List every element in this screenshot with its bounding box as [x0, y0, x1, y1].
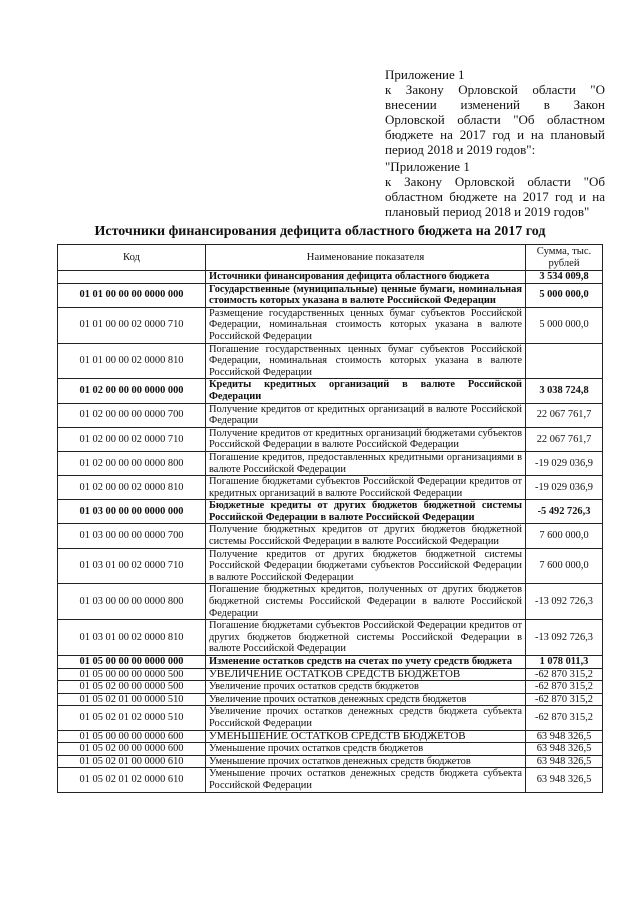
cell-name: Изменение остатков средств на счетах по учету средств бюджета: [206, 656, 526, 669]
cell-name: Получение бюджетных кредитов от других бюджетов бюджетной системы Российской Федерации в валюте Российской Федерации: [206, 524, 526, 548]
cell-name: Получение кредитов от других бюджетов бюджетной системы Российской Федерации бюджетами субъектов Российской Федерации в валюте Российской Федерации: [206, 548, 526, 584]
cell-sum: -5 492 726,3: [526, 500, 603, 524]
cell-code: 01 02 00 00 00 0000 800: [58, 451, 206, 475]
table-row: [58, 548, 603, 584]
table-row: [58, 343, 603, 379]
cell-name: УВЕЛИЧЕНИЕ ОСТАТКОВ СРЕДСТВ БЮДЖЕТОВ: [206, 668, 526, 681]
cell-code: [58, 271, 206, 284]
cell-name: Погашение кредитов, предоставленных кредитными организациями в валюте Российской Федерации: [206, 451, 526, 475]
cell-name: Увеличение прочих остатков денежных средств бюджета субъекта Российской Федерации: [206, 706, 526, 730]
table-row: [58, 584, 603, 620]
cell-sum: -19 029 036,9: [526, 451, 603, 475]
table-row: [58, 283, 603, 307]
cell-sum: 1 078 011,3: [526, 656, 603, 669]
table-row: [58, 706, 603, 730]
cell-sum: [526, 343, 603, 379]
appendix-original: [385, 159, 605, 219]
table-header-row: [58, 245, 603, 271]
cell-name: Погашение государственных ценных бумаг субъектов Российской Федерации, номинальная стоимость которых указана в валюте Российской Федерации: [206, 343, 526, 379]
cell-sum: 5 000 000,0: [526, 307, 603, 343]
cell-code: 01 03 00 00 00 0000 700: [58, 524, 206, 548]
cell-code: 01 05 02 00 00 0000 500: [58, 681, 206, 694]
cell-code: 01 03 00 00 00 0000 000: [58, 500, 206, 524]
cell-code: 01 05 02 01 00 0000 610: [58, 755, 206, 768]
cell-name: Бюджетные кредиты от других бюджетов бюджетной системы Российской Федерации в валюте Российской Федерации: [206, 500, 526, 524]
table-row: [58, 755, 603, 768]
cell-sum: 7 600 000,0: [526, 548, 603, 584]
cell-name: УМЕНЬШЕНИЕ ОСТАТКОВ СРЕДСТВ БЮДЖЕТОВ: [206, 730, 526, 743]
cell-sum: -13 092 726,3: [526, 584, 603, 620]
cell-name: Уменьшение прочих остатков средств бюджетов: [206, 743, 526, 756]
table-row: [58, 307, 603, 343]
table-row: [58, 403, 603, 427]
table-row: [58, 427, 603, 451]
table-row: [58, 379, 603, 403]
cell-sum: -62 870 315,2: [526, 706, 603, 730]
cell-name: Кредиты кредитных организаций в валюте Российской Федерации: [206, 379, 526, 403]
table-row: [58, 524, 603, 548]
cell-code: 01 02 00 00 00 0000 700: [58, 403, 206, 427]
table-row: [58, 451, 603, 475]
cell-name: Погашение бюджетных кредитов, полученных от других бюджетов бюджетной системы Российской Федерации в валюте Российской Федерации: [206, 584, 526, 620]
document-title: Источники финансирования дефицита областного бюджета на 2017 год: [94, 224, 546, 239]
cell-sum: -62 870 315,2: [526, 668, 603, 681]
cell-name: Погашение бюджетами субъектов Российской Федерации кредитов от других бюджетов бюджетной системы Российской Федерации в валюте Российской Федерации: [206, 620, 526, 656]
cell-sum: -19 029 036,9: [526, 476, 603, 500]
cell-sum: 3 534 009,8: [526, 271, 603, 284]
table-row: [58, 476, 603, 500]
cell-name: Увеличение прочих остатков средств бюджетов: [206, 681, 526, 694]
table-row: [58, 271, 603, 284]
table-row: [58, 743, 603, 756]
cell-sum: 63 948 326,5: [526, 755, 603, 768]
table-row: [58, 620, 603, 656]
header-sum: Сумма, тыс. рублей: [526, 245, 603, 271]
cell-name: Получение кредитов от кредитных организаций в валюте Российской Федерации: [206, 403, 526, 427]
table-body: [58, 271, 603, 793]
cell-name: Государственные (муниципальные) ценные бумаги, номинальная стоимость которых указана в валюте Российской Федерации: [206, 283, 526, 307]
cell-code: 01 05 02 01 02 0000 610: [58, 768, 206, 792]
table-row: [58, 668, 603, 681]
cell-code: 01 05 02 01 00 0000 510: [58, 693, 206, 706]
cell-name: Уменьшение прочих остатков денежных средств бюджетов: [206, 755, 526, 768]
cell-sum: 3 038 724,8: [526, 379, 603, 403]
cell-sum: 7 600 000,0: [526, 524, 603, 548]
header-code: Код: [58, 245, 206, 271]
table-row: [58, 768, 603, 792]
cell-code: 01 03 01 00 02 0000 710: [58, 548, 206, 584]
financing-sources-table: [57, 244, 603, 793]
cell-name: Источники финансирования дефицита областного бюджета: [206, 271, 526, 284]
cell-code: 01 05 00 00 00 0000 600: [58, 730, 206, 743]
cell-sum: 22 067 761,7: [526, 403, 603, 427]
table-row: [58, 730, 603, 743]
header-name: Наименование показателя: [206, 245, 526, 271]
cell-name: Получение кредитов от кредитных организаций бюджетами субъектов Российской Федерации в валюте Российской Федерации: [206, 427, 526, 451]
cell-sum: 63 948 326,5: [526, 743, 603, 756]
cell-sum: 22 067 761,7: [526, 427, 603, 451]
table-row: [58, 500, 603, 524]
cell-code: 01 02 00 00 00 0000 000: [58, 379, 206, 403]
cell-name: Погашение бюджетами субъектов Российской Федерации кредитов от кредитных организаций в валюте Российской Федерации: [206, 476, 526, 500]
cell-code: 01 05 02 01 02 0000 510: [58, 706, 206, 730]
cell-code: 01 03 00 00 00 0000 800: [58, 584, 206, 620]
cell-sum: -62 870 315,2: [526, 681, 603, 694]
table-row: [58, 693, 603, 706]
cell-name: Увеличение прочих остатков денежных средств бюджетов: [206, 693, 526, 706]
cell-code: 01 01 00 00 02 0000 710: [58, 307, 206, 343]
cell-code: 01 03 01 00 02 0000 810: [58, 620, 206, 656]
cell-name: Уменьшение прочих остатков денежных средств бюджета субъекта Российской Федерации: [206, 768, 526, 792]
cell-sum: -13 092 726,3: [526, 620, 603, 656]
cell-sum: -62 870 315,2: [526, 693, 603, 706]
cell-code: 01 05 00 00 00 0000 500: [58, 668, 206, 681]
cell-sum: 63 948 326,5: [526, 730, 603, 743]
cell-code: 01 05 00 00 00 0000 000: [58, 656, 206, 669]
cell-sum: 63 948 326,5: [526, 768, 603, 792]
cell-code: 01 02 00 00 02 0000 710: [58, 427, 206, 451]
cell-code: 01 05 02 00 00 0000 600: [58, 743, 206, 756]
appendix-current: [385, 67, 605, 157]
cell-sum: 5 000 000,0: [526, 283, 603, 307]
cell-code: 01 02 00 00 02 0000 810: [58, 476, 206, 500]
appendix-original-text: к Закону Орловской области "Об областном бюджете на 2017 год и на плановый период 2018 и 2019 годов": [385, 174, 605, 219]
cell-code: 01 01 00 00 02 0000 810: [58, 343, 206, 379]
table-row: [58, 656, 603, 669]
appendix-current-title: Приложение 1: [385, 67, 465, 82]
cell-name: Размещение государственных ценных бумаг субъектов Российской Федерации, номинальная стоимость которых указана в валюте Российской Федерации: [206, 307, 526, 343]
cell-code: 01 01 00 00 00 0000 000: [58, 283, 206, 307]
appendix-current-text: к Закону Орловской области "О внесении изменений в Закон Орловской области "Об областном бюджете на 2017 год и на плановый период 2018 и 2019 годов":: [385, 82, 605, 157]
table-row: [58, 681, 603, 694]
appendix-original-title: "Приложение 1: [385, 159, 470, 174]
